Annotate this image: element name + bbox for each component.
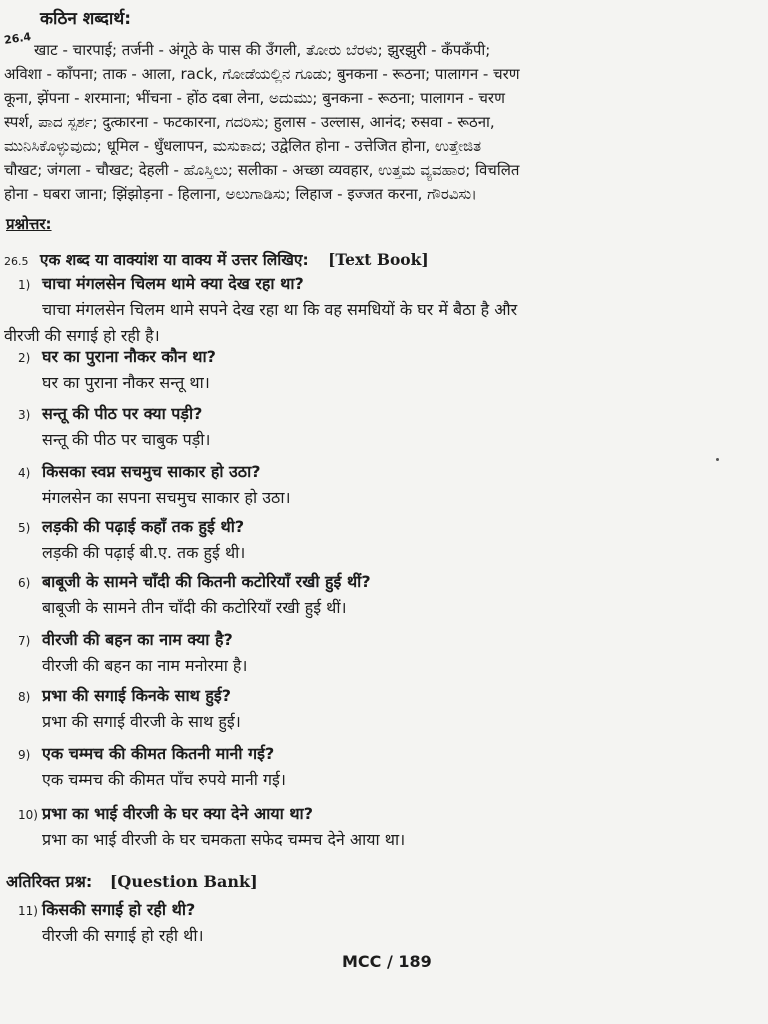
answer-text: सन्तू की पीठ पर चाबुक पड़ी।: [42, 430, 211, 449]
glossary-line: ಮುನಿಸಿಕೊಳ್ಳುವುದು; धूमिल - धुँधलापन, ಮಸುಕಾದ; उद्वेलित होना - उत्तेजित होना, ಉತ್ತೇಜಿತ: [4, 137, 482, 155]
glossary-line: अविशा - काँपना; ताक - आला, rack, ಗೋಡೆಯಲ್ಲಿನ ಗೂಡು; बुनकना - रूठना; पालागन - चरण: [4, 65, 520, 83]
glossary-block: [4, 38, 764, 206]
answer-text: प्रभा का भाई वीरजी के घर चमकता सफेद चम्मच देने आया था।: [42, 830, 406, 849]
glossary-heading: कठिन शब्दार्थ:: [40, 9, 132, 29]
question-number: 1): [18, 278, 31, 292]
question-number: 3): [18, 408, 31, 422]
answer-text: बाबूजी के सामने तीन चाँदी की कटोरियाँ रखी हुई थीं।: [42, 598, 347, 617]
question-text: प्रभा की सगाई किनके साथ हुई?: [42, 686, 232, 705]
extra-questions-heading: [6, 870, 258, 892]
glossary-line: कूना, झेंपना - शरमाना; भींचना - होंठ दबा लेना, ಅದುಮು; बुनकना - रूठना; पालागन - चरण: [4, 89, 505, 107]
question-number: 10): [18, 808, 38, 822]
answer-text: लड़की की पढ़ाई बी.ए. तक हुई थी।: [42, 543, 246, 562]
qa-item: [18, 684, 758, 735]
qa-item: [18, 402, 758, 453]
answer-text: वीरजी की सगाई हो रही थी।: [42, 926, 204, 945]
qa-item: [18, 460, 758, 511]
question-text: प्रभा का भाई वीरजी के घर क्या देने आया था?: [42, 804, 313, 823]
qa-item: [18, 345, 758, 396]
question-number: 4): [18, 466, 31, 480]
question-text: किसका स्वप्न सचमुच साकार हो उठा?: [42, 462, 261, 481]
textbook-tag: [Text Book]: [328, 250, 429, 269]
instruction-text: एक शब्द या वाक्यांश या वाक्य में उत्तर लिखिए:: [39, 251, 309, 269]
question-number: 9): [18, 748, 31, 762]
section-number: 26.4: [3, 30, 32, 47]
qa-item: [18, 898, 758, 949]
question-number: 11): [18, 904, 38, 918]
question-number: 5): [18, 521, 31, 535]
question-number: 2): [18, 351, 31, 365]
extra-heading-text: अतिरिक्त प्रश्न:: [6, 872, 93, 891]
answer-text: चाचा मंगलसेन चिलम थामे सपने देख रहा था कि वह समधियों के घर में बैठा है और: [42, 300, 518, 319]
question-number: 8): [18, 690, 31, 704]
glossary-line: चौखट; जंगला - चौखट; देहली - ಹೊಸ್ತಿಲು; सलीका - अच्छा व्यवहार, ಉತ್ತಮ ವ್ಯವಹಾರ; विचलित: [4, 161, 520, 179]
answers-heading: प्रश्नोत्तर:: [6, 215, 52, 233]
answer-text: घर का पुराना नौकर सन्तू था।: [42, 373, 210, 392]
question-text: किसकी सगाई हो रही थी?: [42, 900, 196, 919]
question-text: एक चम्मच की कीमत कितनी मानी गई?: [42, 744, 275, 763]
question-text: बाबूजी के सामने चाँदी की कितनी कटोरियाँ रखी हुई थीं?: [42, 572, 371, 591]
question-instruction: [4, 248, 744, 270]
answer-text: मंगलसेन का सपना सचमुच साकार हो उठा।: [42, 488, 291, 507]
answer-text-continued: वीरजी की सगाई हो रही है।: [4, 326, 160, 345]
glossary-line: खाट - चारपाई; तर्जनी - अंगूठे के पास की उँगली, ತೋರು ಬೆರಳು; झुरझुरी - कँपकँपी;: [34, 41, 491, 59]
question-text: चाचा मंगलसेन चिलम थामे क्या देख रहा था?: [42, 274, 304, 293]
answer-text: प्रभा की सगाई वीरजी के साथ हुई।: [42, 712, 241, 731]
question-number: 6): [18, 576, 31, 590]
paper-speck: [716, 458, 719, 461]
question-number: 7): [18, 634, 31, 648]
qa-item: [18, 628, 758, 679]
question-text: सन्तू की पीठ पर क्या पड़ी?: [42, 404, 203, 423]
question-section-number: 26.5: [4, 255, 29, 268]
answer-text: एक चम्मच की कीमत पाँच रुपये मानी गई।: [42, 770, 286, 789]
qa-item: [4, 272, 758, 349]
question-text: लड़की की पढ़ाई कहाँ तक हुई थी?: [42, 517, 245, 536]
question-bank-tag: [Question Bank]: [109, 872, 258, 891]
qa-item: [18, 802, 758, 853]
qa-item: [18, 742, 758, 793]
qa-item: [18, 515, 758, 566]
question-text: वीरजी की बहन का नाम क्या है?: [42, 630, 233, 649]
question-text: घर का पुराना नौकर कौन था?: [42, 347, 216, 366]
glossary-line: स्पर्श, ಪಾದ ಸ್ಪರ್ಶ; दुत्कारना - फटकारना, ಗದರಿಸು; हुलास - उल्लास, आनंद; रुसवा - रूठना,: [4, 113, 495, 131]
glossary-line: होना - घबरा जाना; झिंझोड़ना - हिलाना, ಅಲುಗಾಡಿಸು; लिहाज - इज्जत करना, ಗೌರವಿಸು।: [4, 185, 477, 203]
page-footer: MCC / 189: [342, 952, 432, 971]
answer-text: वीरजी की बहन का नाम मनोरमा है।: [42, 656, 248, 675]
qa-item: [18, 570, 758, 621]
